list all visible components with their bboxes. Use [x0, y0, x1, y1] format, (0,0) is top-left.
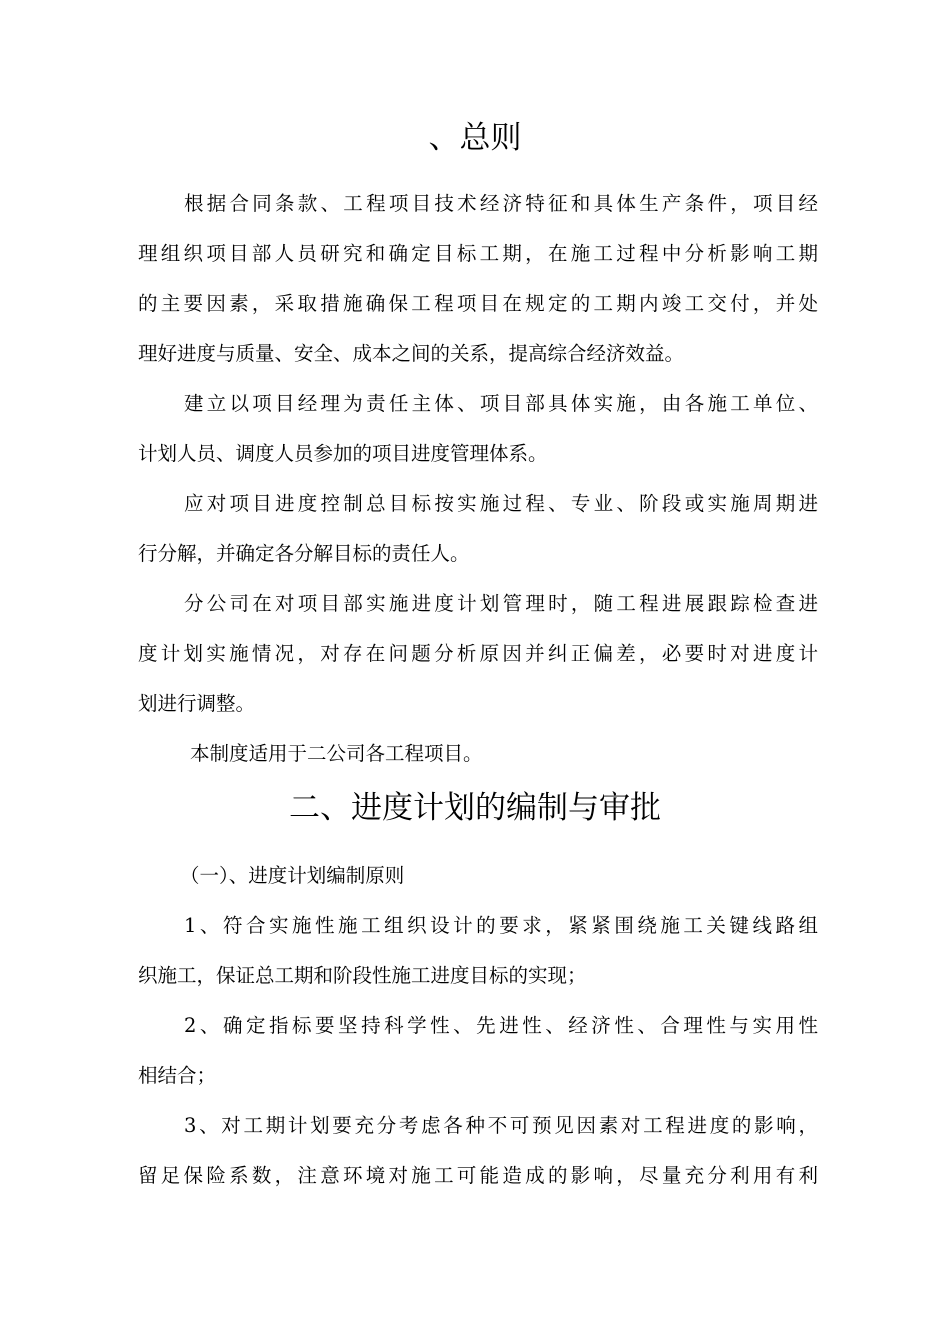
item-3-line-2: 留足保险系数，注意环境对施工可能造成的影响，尽量充分利用有利 [138, 1164, 818, 1187]
item-1-line-2: 织施工，保证总工期和阶段性施工进度目标的实现； [138, 964, 587, 987]
paragraph-3-line-1: 应对项目进度控制总目标按实施过程、专业、阶段或实施周期进 [184, 492, 818, 515]
item-2-line-1: 2、确定指标要坚持科学性、先进性、经济性、合理性与实用性 [184, 1014, 818, 1037]
paragraph-3-line-2: 行分解，并确定各分解目标的责任人。 [138, 542, 470, 565]
section-1-title: 、总则 [428, 120, 522, 156]
paragraph-4-line-2: 度计划实施情况，对存在问题分析原因并纠正偏差，必要时对进度计 [138, 642, 818, 665]
section-2-title: 二、进度计划的编制与审批 [289, 790, 661, 826]
paragraph-4-line-3: 划进行调整。 [138, 692, 256, 715]
subsection-1-heading: （一）、进度计划编制原则 [180, 864, 405, 887]
item-3-line-1: 3、对工期计划要充分考虑各种不可预见因素对工程进度的影响， [184, 1114, 818, 1137]
item-2-line-2: 相结合； [138, 1064, 217, 1087]
paragraph-2-line-1: 建立以项目经理为责任主体、项目部具体实施，由各施工单位、 [184, 392, 818, 415]
paragraph-1-line-4: 理好进度与质量、安全、成本之间的关系，提高综合经济效益。 [138, 342, 685, 365]
paragraph-1-line-1: 根据合同条款、工程项目技术经济特征和具体生产条件，项目经 [184, 192, 818, 215]
item-1-line-1: 1、符合实施性施工组织设计的要求，紧紧围绕施工关键线路组 [184, 914, 818, 937]
paragraph-2-line-2: 计划人员、调度人员参加的项目进度管理体系。 [138, 442, 548, 465]
paragraph-4-line-1: 分公司在对项目部实施进度计划管理时，随工程进展跟踪检查进 [184, 592, 818, 615]
paragraph-5-line-1: 本制度适用于二公司各工程项目。 [190, 742, 483, 765]
paragraph-1-line-3: 的主要因素，采取措施确保工程项目在规定的工期内竣工交付，并处 [138, 292, 818, 315]
paragraph-1-line-2: 理组织项目部人员研究和确定目标工期，在施工过程中分析影响工期 [138, 242, 818, 265]
